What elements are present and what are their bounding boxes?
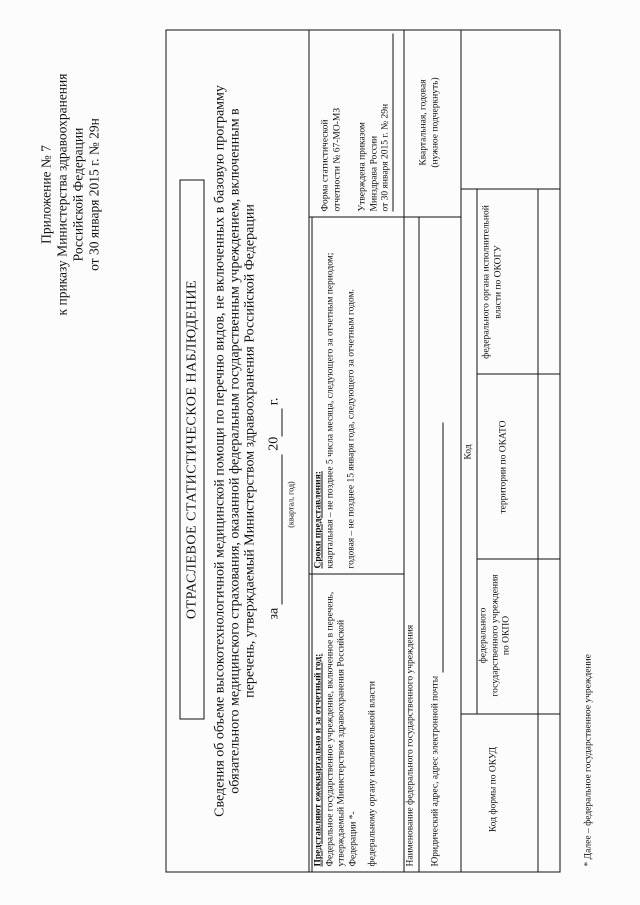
title-line: Сведения об объеме высокотехнологичной медицинской помощи по перечню видов, не включенных в базовую программу [212,85,227,817]
address-label: Юридический адрес, адрес электронной почты [430,675,440,867]
footnote: * Далее – федеральное государственное учреждение [583,654,593,867]
deadlines-heading: Сроки представления: [313,471,323,569]
codes-body-line [537,190,538,873]
address-underline [442,423,443,673]
period-blank [266,454,282,604]
form-info-line: от 30 января 2015 г. № 29н [380,34,393,212]
header-line: Российской Федерации [70,127,85,262]
deadline-annual: годовая – не позднее 15 января года, следующего за отчетным годом. [346,289,356,569]
period-year-prefix: 20 [266,436,281,451]
okpo-code-label: федерального государственного учреждения по ОКПО [478,574,511,697]
form-info-line: Утверждена приказом [357,122,367,212]
header-line: Приложение № 7 [38,145,53,244]
codes-header-line [476,190,477,715]
info-divider-2 [308,217,460,218]
form-info-line: отчетности № 67-МО-МЗ [331,107,342,212]
header-line: к приказу Министерства здравоохранения [54,73,69,316]
address-line [460,30,461,873]
institution-name-line [418,218,419,873]
okato-code-label: территории по ОКАТО [498,420,508,514]
submitters-recipient: федеральному органу исполнительной власти [367,681,377,867]
header-line: от 30 января 2015 г. № 29н [86,118,101,271]
codes-heading: Код [463,444,473,460]
submitters-text: Федеральное государственное учреждение, включенное в перечень, утверждаемый Министерством здравоохранения Российской Федерации *- [324,591,358,867]
submitters-heading: Представляют ежеквартально и за отчетный год: [313,653,323,867]
info-bottom-line [403,30,404,873]
codes-divider-2 [476,559,560,560]
periodicity-text: Квартальная, годовая [418,79,428,166]
period-year-blank [266,409,282,437]
title-line: перечень, утверждаемый Министерством здравоохранения Российской Федерации [242,204,257,698]
period-hint: (квартал, год) [286,481,295,528]
period-za: за [266,607,281,620]
codes-divider-1 [460,714,560,715]
form-info-line: Минздрава России [368,135,379,212]
okogu-code-label: федерального органа исполнительной власти по ОКОГУ [481,205,503,359]
codes-right-edge [460,189,560,190]
period-g: г. [266,397,281,406]
report-title [212,30,257,873]
appendix-header [38,45,102,345]
periodicity-block [418,34,441,212]
form-info-line: Форма статистической [320,119,330,212]
banner-title: ОТРАСЛЕВОЕ СТАТИСТИЧЕСКОЕ НАБЛЮДЕНИЕ [184,279,199,620]
okud-code-label: Код формы по ОКУД [488,746,498,833]
info-top-line-2 [311,218,312,873]
info-divider-1 [308,574,403,575]
period-line [266,260,282,620]
deadlines-block [313,225,358,569]
periodicity-hint: (нужное подчеркнуть) [429,77,440,168]
info-top-line [308,30,309,873]
deadline-quarterly: квартальная – не позднее 5 числа месяца, следующего за отчетным периодом; [324,252,335,569]
form-info-block [320,34,393,212]
submitters-block [313,582,379,867]
codes-divider-3 [476,374,560,375]
institution-name-label: Наименование федерального государственного учреждения [405,624,415,867]
title-line: обязательного медицинского страхования, оказанной федеральным государственным учреждением, включенным в [227,108,242,794]
